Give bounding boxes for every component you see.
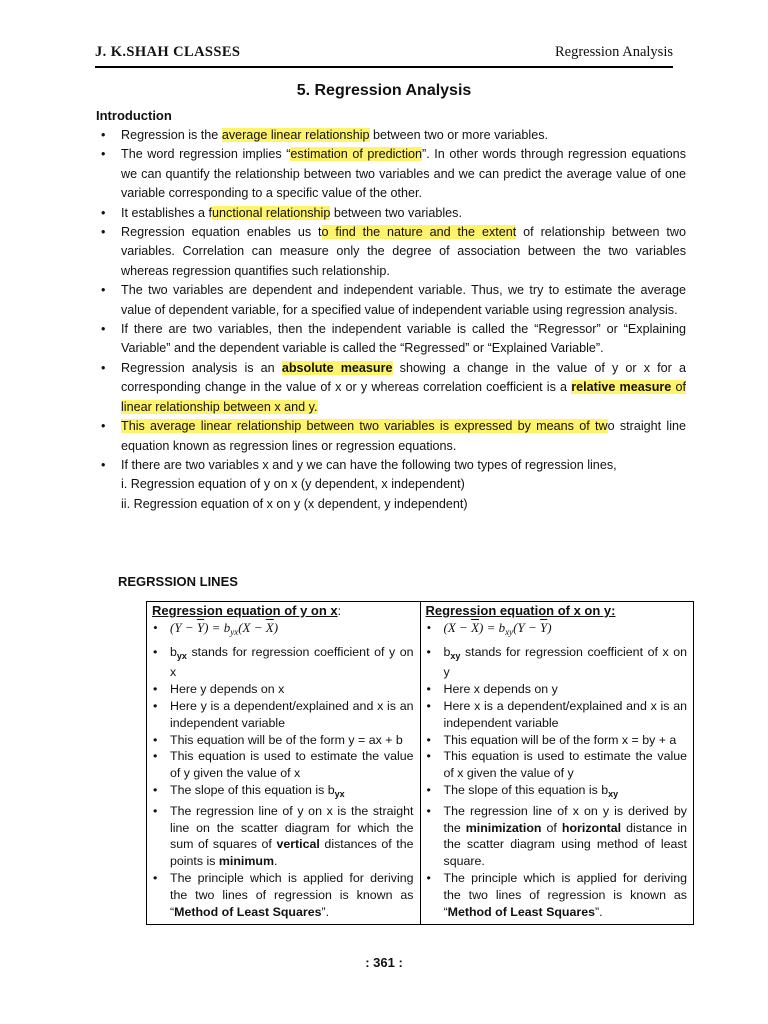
table-bullet bbox=[426, 870, 688, 920]
table-bullet: • Here y is a dependent/explained and x is an independent variable bbox=[152, 698, 414, 732]
bullet-text: The principle which is applied for deriving the two lines of regression is known as “ bbox=[170, 870, 414, 919]
bullet-text: between two variables. bbox=[330, 205, 462, 220]
table-bullet bbox=[426, 644, 688, 682]
bullet-text: Regression equation enables us t bbox=[121, 225, 322, 240]
highlighted-text: estimation of prediction bbox=[290, 147, 423, 162]
bullet-text: If there are two variables x and y we can have the following two types of regression lines, bbox=[121, 457, 617, 472]
eq-part: − bbox=[455, 619, 472, 635]
bold-term: Method of Least Squares bbox=[174, 904, 322, 919]
coef-subscript: yx bbox=[334, 788, 345, 799]
eq-var: Y bbox=[174, 619, 182, 635]
regression-comparison-table bbox=[146, 601, 694, 925]
table-bullet: • Here y depends on x bbox=[152, 681, 414, 698]
eq-part: ) = bbox=[204, 619, 224, 635]
eq-part: − bbox=[250, 619, 266, 635]
bullet-text: stands for regression coefficient of y on x bbox=[170, 644, 414, 680]
column-heading-text: Regression equation of y on x bbox=[152, 603, 338, 618]
table-bullet: • This equation is used to estimate the value of y given the value of x bbox=[152, 748, 414, 782]
eq-part: ( bbox=[443, 619, 448, 635]
table-bullet bbox=[426, 782, 688, 803]
eq-mean: $\overline{Y}$ bbox=[196, 619, 205, 635]
table-bullet: • This equation will be of the form y = ax + b bbox=[152, 732, 414, 749]
intro-bullet bbox=[96, 204, 686, 223]
bold-term: vertical bbox=[276, 837, 320, 852]
column-heading bbox=[426, 603, 688, 620]
bold-term: minimization bbox=[465, 820, 542, 835]
regression-equation bbox=[426, 620, 688, 641]
table-bullet bbox=[152, 803, 414, 870]
eq-var: X bbox=[447, 619, 456, 635]
bold-term: horizontal bbox=[561, 820, 622, 835]
bullet-text: ”. bbox=[321, 904, 330, 919]
intro-bullet bbox=[96, 223, 686, 281]
eq-part: − bbox=[181, 619, 197, 635]
table-bullet: • This equation is used to estimate the value of x given the value of y bbox=[426, 748, 688, 782]
bullet-text: Regression analysis is an bbox=[121, 360, 282, 375]
bold-term: minimum bbox=[218, 854, 274, 869]
column-bullets bbox=[426, 620, 688, 921]
bullet-text: Regression is the bbox=[121, 128, 222, 142]
page-title: 5. Regression Analysis bbox=[296, 82, 472, 99]
intro-bullet bbox=[96, 320, 686, 359]
eq-subscript: yx bbox=[230, 626, 239, 637]
intro-bullet bbox=[96, 456, 686, 514]
table-bullet bbox=[152, 782, 414, 803]
table-bullet bbox=[152, 870, 414, 920]
eq-part: − bbox=[524, 619, 540, 635]
coef-subscript: xy bbox=[608, 788, 619, 799]
highlighted-text: average linear relationship bbox=[221, 128, 370, 142]
table-bullet: • Here x is a dependent/explained and x is an independent variable bbox=[426, 698, 688, 732]
regression-equation bbox=[152, 620, 414, 641]
highlighted-text: o find the nature and the extent bbox=[321, 225, 517, 240]
table-bullet: • This equation will be of the form x = by + a bbox=[426, 732, 688, 749]
coef-symbol: b bbox=[443, 644, 451, 659]
sub-item: i. Regression equation of y on x (y dependent, x independent) bbox=[121, 477, 465, 492]
bullet-text: The slope of this equation is b bbox=[443, 782, 609, 797]
eq-part: ( bbox=[513, 619, 518, 635]
highlighted-term: absolute measure bbox=[281, 360, 393, 375]
page-number: : 361 : bbox=[365, 955, 403, 970]
intro-bullet bbox=[96, 145, 686, 203]
bullet-text: . bbox=[273, 854, 278, 869]
eq-coef: b bbox=[498, 619, 506, 635]
coef-subscript: xy bbox=[450, 650, 461, 661]
column-y-on-x bbox=[147, 602, 421, 925]
bullet-text: The regression line of x on y is derived by the bbox=[443, 803, 687, 835]
intro-heading: Introduction bbox=[96, 108, 172, 123]
coef-subscript: yx bbox=[176, 650, 187, 661]
intro-bullet bbox=[96, 281, 686, 320]
bullet-text: If there are two variables, then the independent variable is called the “Regressor” or “Explaining Variable” and the dependent variable is called the “Regressed” or “Explained Variable”. bbox=[121, 322, 686, 356]
bullet-text: of relationship between two variables. Correlation can measure only the degree of association between the two variables whereas regression quantifies such relationship. bbox=[121, 225, 686, 278]
bullet-text: of bbox=[541, 820, 562, 835]
table-bullet: • Here x depends on y bbox=[426, 681, 688, 698]
bullet-text: The two variables are dependent and independent variable. Thus, we try to estimate the average value of dependent variable, for a specified value of independent variable using regression analysis. bbox=[121, 283, 686, 317]
page-header bbox=[95, 44, 673, 68]
column-heading bbox=[152, 603, 414, 620]
column-bullets bbox=[152, 620, 414, 921]
table-bullet bbox=[426, 803, 688, 870]
eq-part: ) bbox=[273, 619, 279, 635]
section-title: REGRSSION LINES bbox=[118, 574, 238, 589]
header-institute: J. K.SHAH CLASSES bbox=[95, 44, 241, 60]
sub-item: ii. Regression equation of x on y (x dependent, y independent) bbox=[121, 496, 468, 511]
heading-suffix: : bbox=[337, 604, 342, 618]
intro-bullet bbox=[96, 359, 686, 417]
bullet-text: distance in the scatter diagram using method of least square. bbox=[443, 820, 687, 869]
intro-bullet-list bbox=[96, 126, 686, 514]
eq-mean: $\overline{X}$ bbox=[471, 619, 480, 635]
eq-part: ( bbox=[170, 619, 175, 635]
eq-coef: b bbox=[223, 619, 231, 635]
table-bullet bbox=[152, 644, 414, 682]
bullet-text: showing a change in the value of y or x for a corresponding change in the value of x or y whereas correlation coefficient is a bbox=[121, 360, 686, 395]
highlighted-text: unctional relationship bbox=[212, 205, 331, 220]
bullet-text: The word regression implies “ bbox=[121, 147, 291, 162]
bullet-text: ”. In other words through regression equations we can quantify the relationship between two variables and we can predict the average value of one variable corresponding to a specific value of the other. bbox=[121, 147, 686, 201]
eq-part: ) bbox=[547, 619, 552, 635]
bullet-text: The regression line of y on x is the straight line on the scatter diagram for which the sum of squares of bbox=[170, 803, 414, 852]
bullet-text: distances of the points is bbox=[170, 837, 414, 869]
bullet-text: o straight line equation known as regression lines or regression equations. bbox=[121, 419, 686, 453]
eq-var: Y bbox=[517, 619, 525, 635]
highlighted-term: relative measure bbox=[571, 380, 672, 395]
eq-part: ( bbox=[238, 619, 243, 635]
bullet-text: between two or more variables. bbox=[369, 128, 549, 142]
eq-subscript: xy bbox=[505, 626, 514, 637]
column-x-on-y bbox=[420, 602, 694, 925]
intro-bullet bbox=[96, 126, 686, 145]
bullet-text: The principle which is applied for deriving the two lines of regression is known as “ bbox=[443, 870, 687, 919]
eq-part: ) = bbox=[479, 619, 499, 635]
eq-var: X bbox=[242, 619, 251, 635]
eq-mean: $\overline{X}$ bbox=[265, 619, 274, 635]
header-chapter: Regression Analysis bbox=[554, 44, 673, 60]
highlighted-text: This average linear relationship between two variables is expressed by means of tw bbox=[121, 419, 608, 434]
bullet-text: It establishes a f bbox=[121, 205, 213, 220]
intro-bullet-highlighted bbox=[96, 417, 686, 456]
coef-symbol: b bbox=[170, 644, 177, 659]
bullet-text: stands for regression coefficient of x on y bbox=[443, 644, 687, 680]
column-heading-text: Regression equation of x on y: bbox=[425, 603, 616, 618]
eq-mean: $\overline{Y}$ bbox=[540, 619, 548, 635]
bullet-text: ”. bbox=[594, 904, 603, 919]
highlighted-text: of linear relationship between x and y. bbox=[121, 380, 686, 414]
bold-term: Method of Least Squares bbox=[447, 904, 595, 919]
bullet-text: The slope of this equation is b bbox=[170, 782, 335, 797]
